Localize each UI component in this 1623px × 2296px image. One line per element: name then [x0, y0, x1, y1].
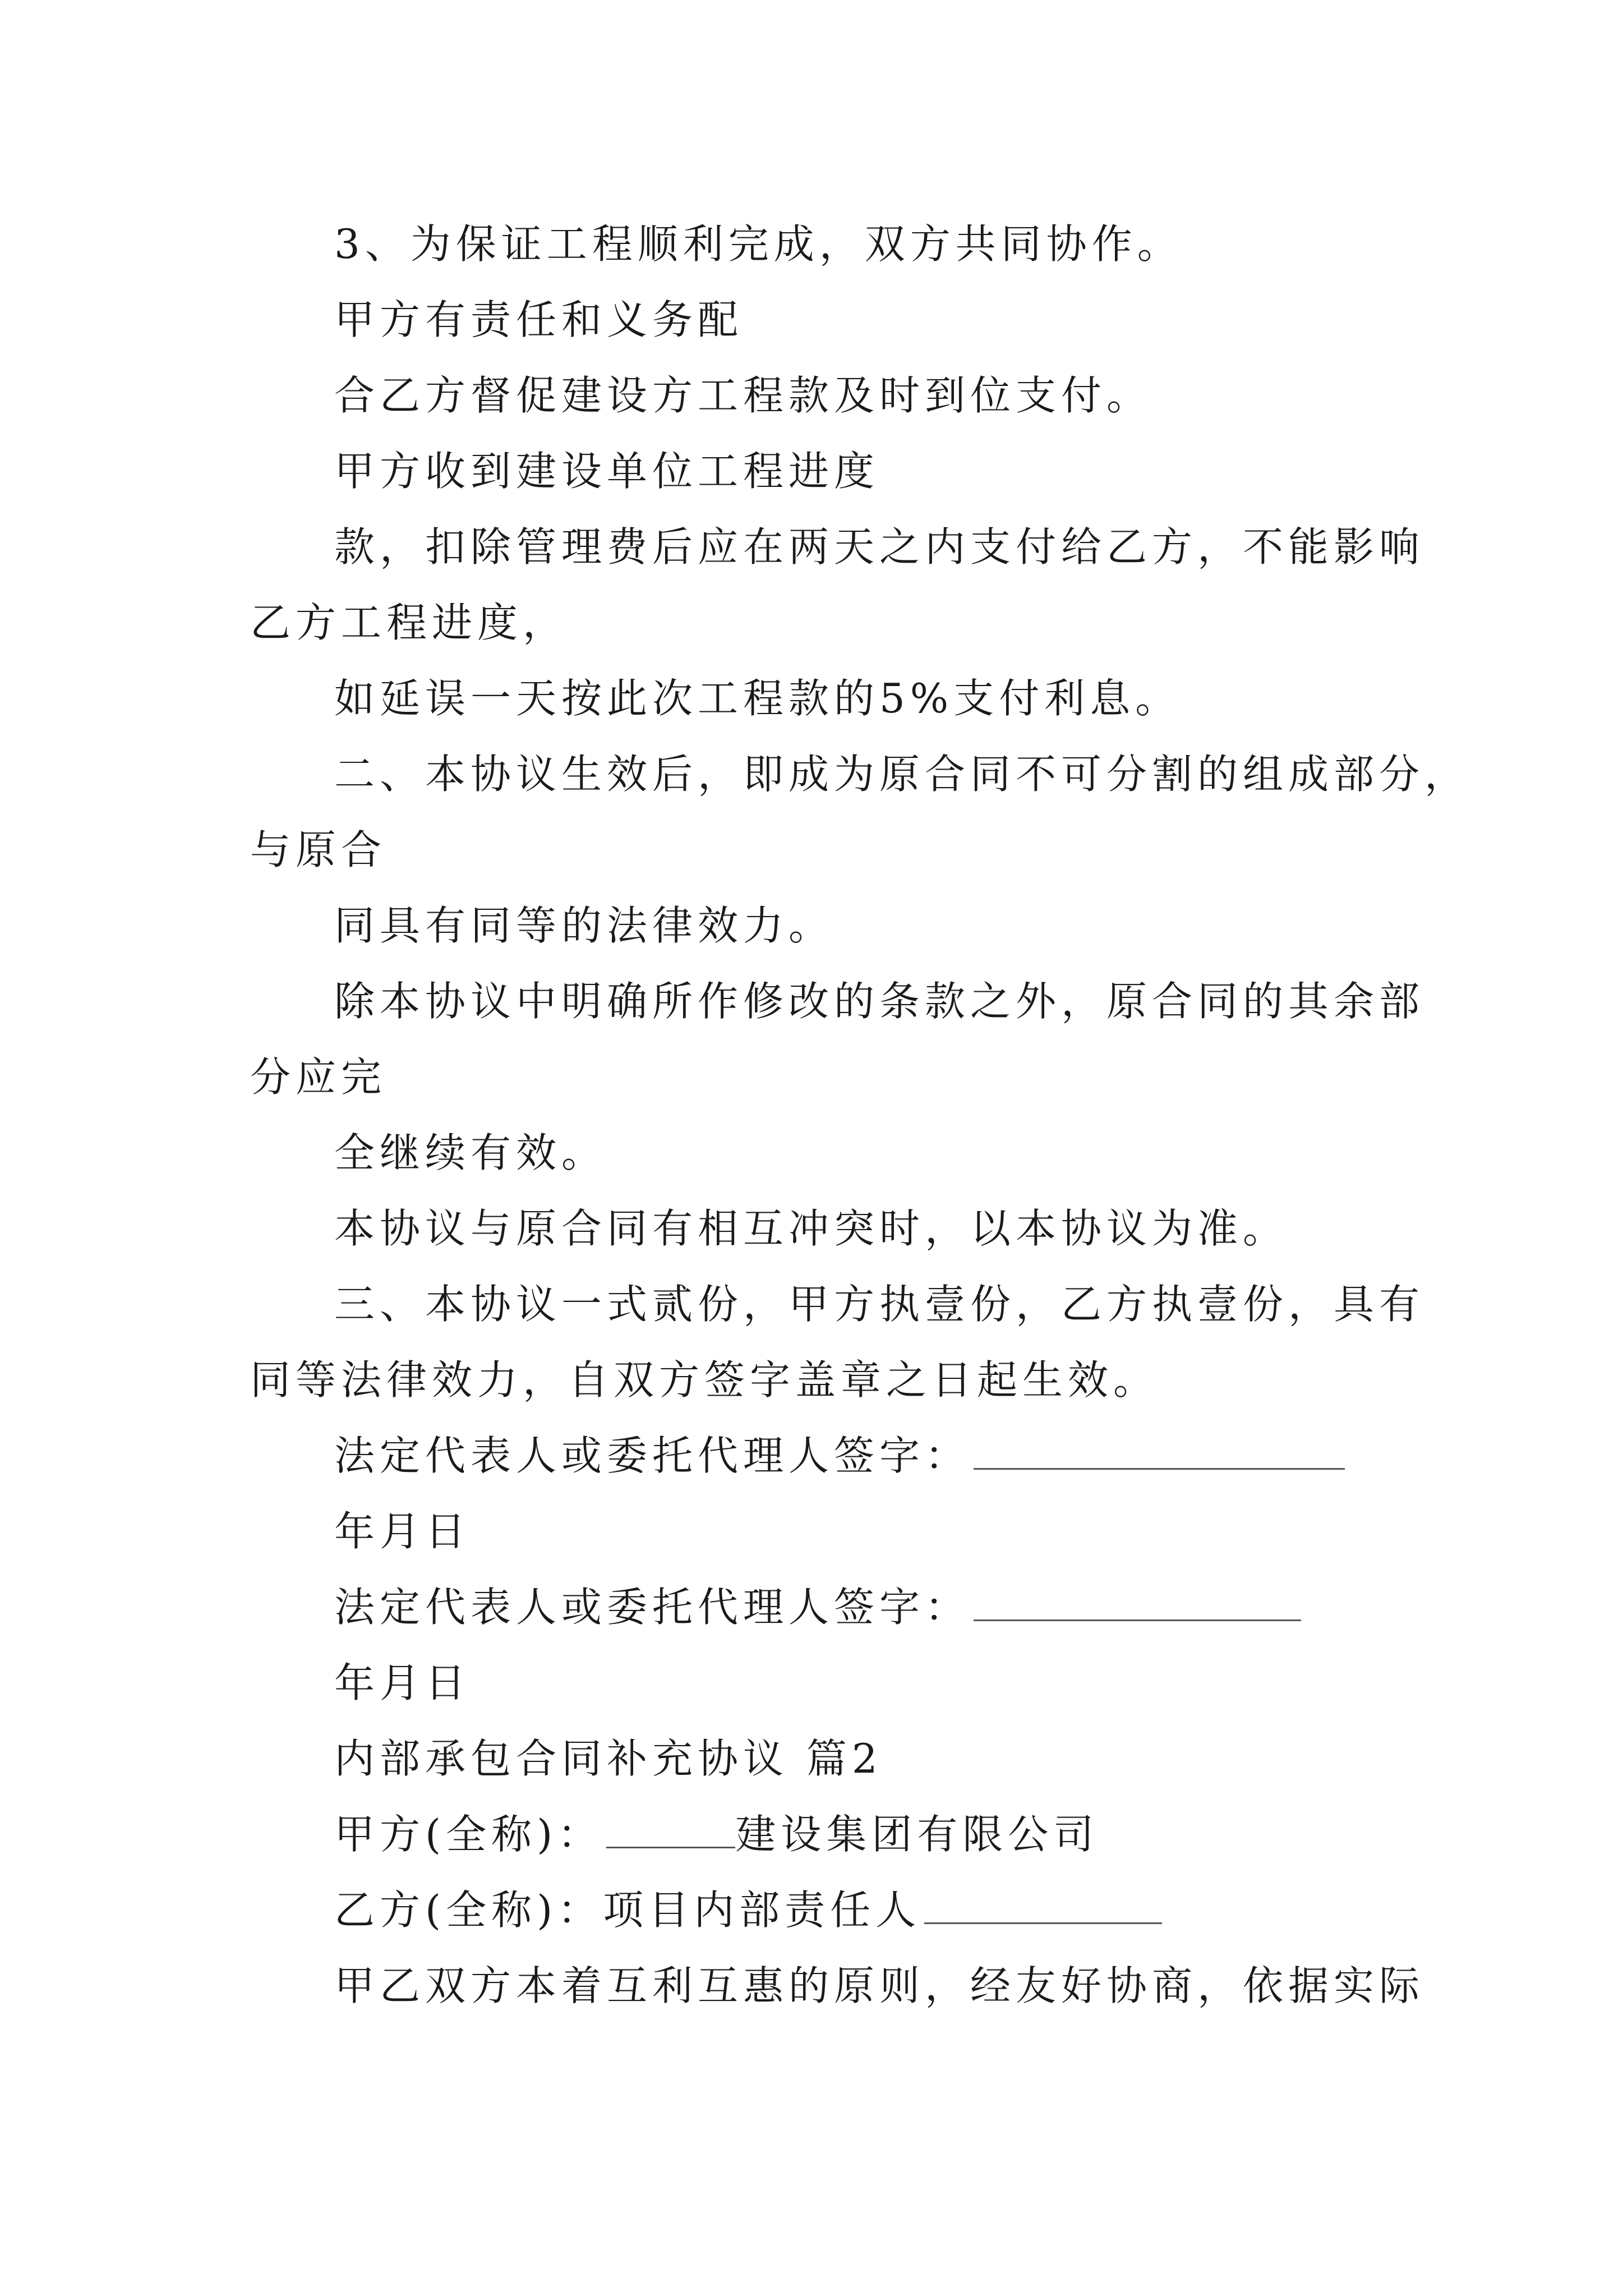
body-line: 分应完	[250, 1053, 387, 1101]
party-a-blank	[606, 1813, 735, 1848]
party-a-label: 甲方(全称)：	[334, 1811, 603, 1858]
date-line: 年月日	[334, 1508, 471, 1555]
clause-3b-line: 三、本协议一式贰份，甲方执壹份，乙方执壹份，具有	[334, 1281, 1425, 1328]
body-line: 同等法律效力，自双方签字盖章之日起生效。	[250, 1356, 1159, 1404]
clause-2-line: 二、本协议生效后，即成为原合同不可分割的组成部分，	[334, 751, 1470, 798]
body-line: 全继续有效。	[334, 1129, 607, 1176]
signature-blank	[974, 1434, 1345, 1470]
signature-row-a	[334, 1429, 1345, 1483]
section-title: 内部承包合同补充协议 篇2	[334, 1735, 883, 1782]
body-line: 甲乙双方本着互利互惠的原则，经友好协商，依据实际	[334, 1962, 1425, 2009]
date-line: 年月日	[334, 1659, 471, 1706]
party-b-label: 乙方(全称)：项目内部责任人	[334, 1887, 921, 1934]
party-a-name: 建设集团有限公司	[735, 1811, 1099, 1858]
body-line: 甲方有责任和义务配	[334, 296, 744, 343]
signature-row-b	[334, 1580, 1301, 1634]
party-b-blank	[924, 1889, 1162, 1924]
body-line: 合乙方督促建设方工程款及时到位支付。	[334, 372, 1152, 419]
body-line: 除本协议中明确所作修改的条款之外，原合同的其余部	[334, 978, 1425, 1025]
body-line: 甲方收到建设单位工程进度	[334, 448, 880, 495]
signature-blank	[974, 1586, 1301, 1621]
body-line: 乙方工程进度，	[250, 599, 569, 646]
party-a-line	[334, 1807, 1099, 1861]
body-line: 与原合	[250, 826, 387, 873]
body-line: 同具有同等的法律效力。	[334, 902, 834, 949]
party-b-line	[334, 1883, 1162, 1937]
body-line: 如延误一天按此次工程款的5%支付利息。	[334, 675, 1181, 722]
signature-label: 法定代表人或委托代理人签字：	[334, 1584, 971, 1631]
clause-3-line: 3、为保证工程顺利完成，双方共同协作。	[334, 220, 1183, 268]
body-line: 款，扣除管理费后应在两天之内支付给乙方，不能影响	[334, 523, 1425, 570]
body-line: 本协议与原合同有相互冲突时，以本协议为准。	[334, 1205, 1289, 1252]
signature-label: 法定代表人或委托代理人签字：	[334, 1432, 971, 1479]
